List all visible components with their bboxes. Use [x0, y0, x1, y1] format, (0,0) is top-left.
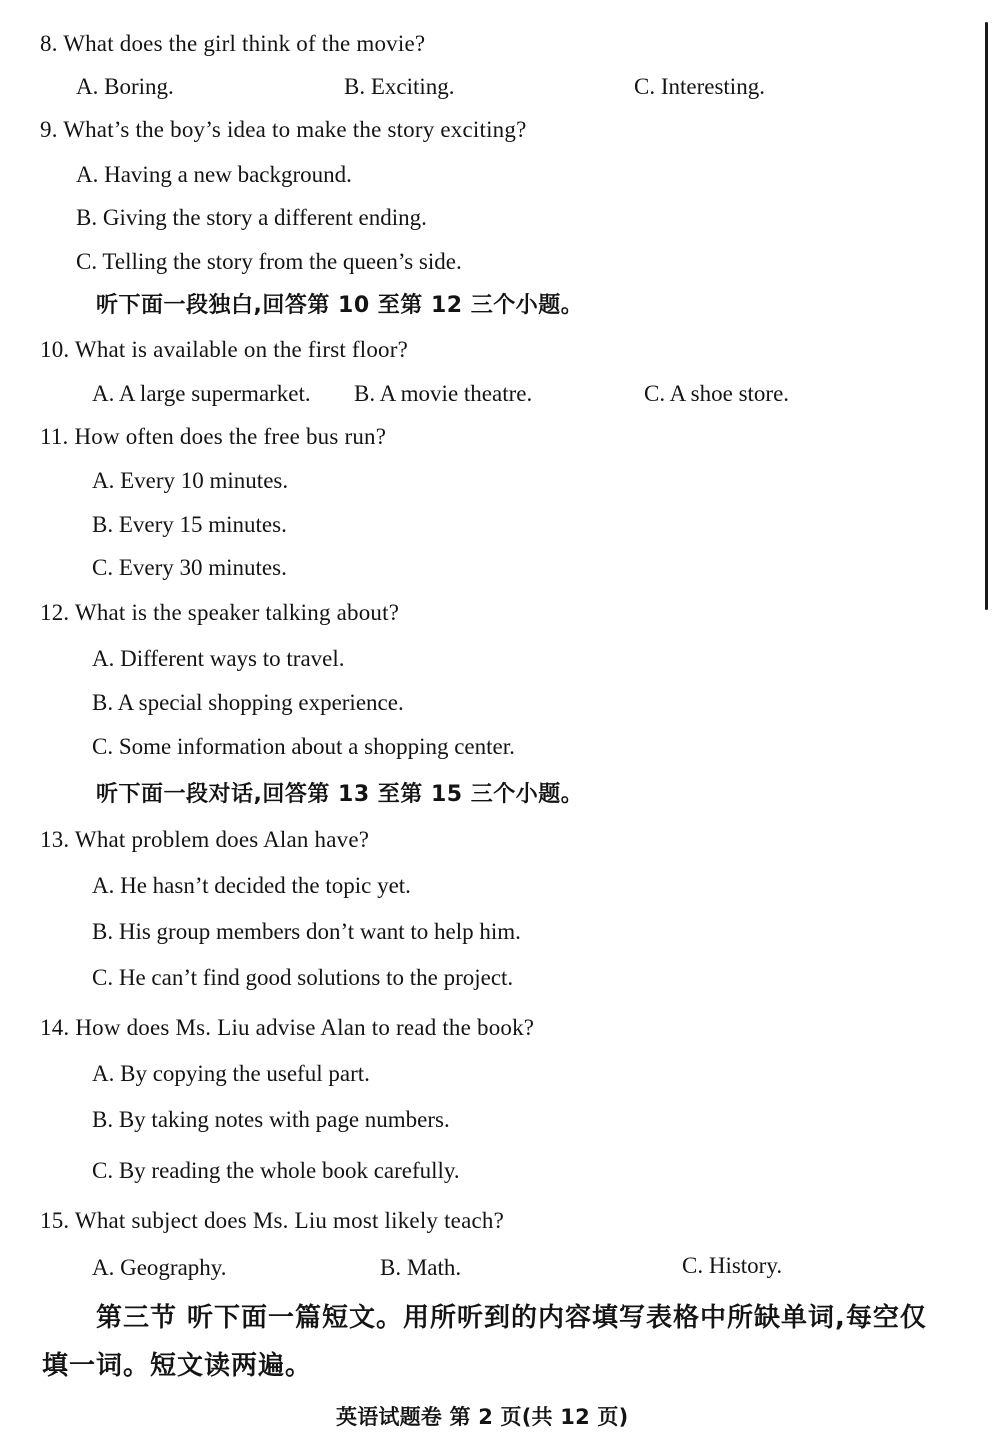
question-11	[40, 423, 386, 451]
question-text: How often does the free bus run?	[74, 424, 387, 449]
question-text: What is available on the first floor?	[74, 337, 409, 362]
option-b: B. Every 15 minutes.	[92, 512, 287, 537]
question-number: 11.	[40, 424, 69, 449]
question-text: What subject does Ms. Liu most likely teach?	[74, 1208, 504, 1233]
question-text: What problem does Alan have?	[74, 827, 370, 852]
question-text: What is the speaker talking about?	[74, 600, 400, 625]
option-c: C. He can’t find good solutions to the project.	[92, 965, 514, 990]
question-12	[40, 599, 399, 627]
question-10	[40, 336, 408, 364]
option-c: C. Some information about a shopping center.	[92, 734, 515, 759]
question-text: What’s the boy’s idea to make the story exciting?	[63, 117, 527, 142]
question-number: 12.	[40, 600, 70, 625]
option-a: A. By copying the useful part.	[92, 1061, 370, 1086]
section-3-heading-line-2: 填一词。短文读两遍。	[42, 1351, 313, 1381]
question-text: How does Ms. Liu advise Alan to read the book?	[75, 1015, 535, 1040]
section-3-heading-line-1: 第三节 听下面一篇短文。用所听到的内容填写表格中所缺单词,每空仅	[96, 1303, 927, 1333]
option-b: B. Math.	[380, 1255, 462, 1280]
question-14	[40, 1014, 534, 1042]
option-c: C. Interesting.	[634, 74, 765, 99]
option-a: A. A large supermarket.	[92, 381, 311, 406]
question-9	[40, 116, 527, 144]
option-c: C. A shoe store.	[644, 381, 790, 406]
question-number: 8.	[40, 31, 58, 56]
option-b: B. Giving the story a different ending.	[76, 205, 427, 230]
option-a: A. Geography.	[92, 1255, 227, 1280]
question-13	[40, 826, 369, 854]
question-text: What does the girl think of the movie?	[63, 31, 426, 56]
question-8	[40, 30, 425, 58]
question-number: 15.	[40, 1208, 70, 1233]
option-c: C. Every 30 minutes.	[92, 555, 287, 580]
option-b: B. A movie theatre.	[354, 381, 533, 406]
option-b: B. A special shopping experience.	[92, 690, 404, 715]
question-number: 13.	[40, 827, 70, 852]
question-number: 10.	[40, 337, 70, 362]
option-c: C. History.	[682, 1253, 783, 1278]
option-a: A. Every 10 minutes.	[92, 468, 289, 493]
question-number: 14.	[40, 1015, 70, 1040]
option-b: B. His group members don’t want to help him.	[92, 919, 521, 944]
listening-instruction: 听下面一段对话,回答第 13 至第 15 三个小题。	[96, 782, 584, 807]
option-a: A. Having a new background.	[76, 162, 352, 187]
option-c: C. By reading the whole book carefully.	[92, 1158, 460, 1183]
page-edge-rule	[985, 22, 988, 610]
option-a: A. He hasn’t decided the topic yet.	[92, 873, 411, 898]
option-a: A. Different ways to travel.	[92, 646, 345, 671]
listening-instruction: 听下面一段独白,回答第 10 至第 12 三个小题。	[96, 293, 584, 318]
page-footer: 英语试题卷 第 2 页(共 12 页)	[336, 1405, 629, 1429]
option-c: C. Telling the story from the queen’s side.	[76, 249, 462, 274]
question-number: 9.	[40, 117, 58, 142]
option-a: A. Boring.	[76, 74, 174, 99]
option-b: B. By taking notes with page numbers.	[92, 1107, 450, 1132]
question-15	[40, 1207, 504, 1235]
option-b: B. Exciting.	[344, 74, 455, 99]
